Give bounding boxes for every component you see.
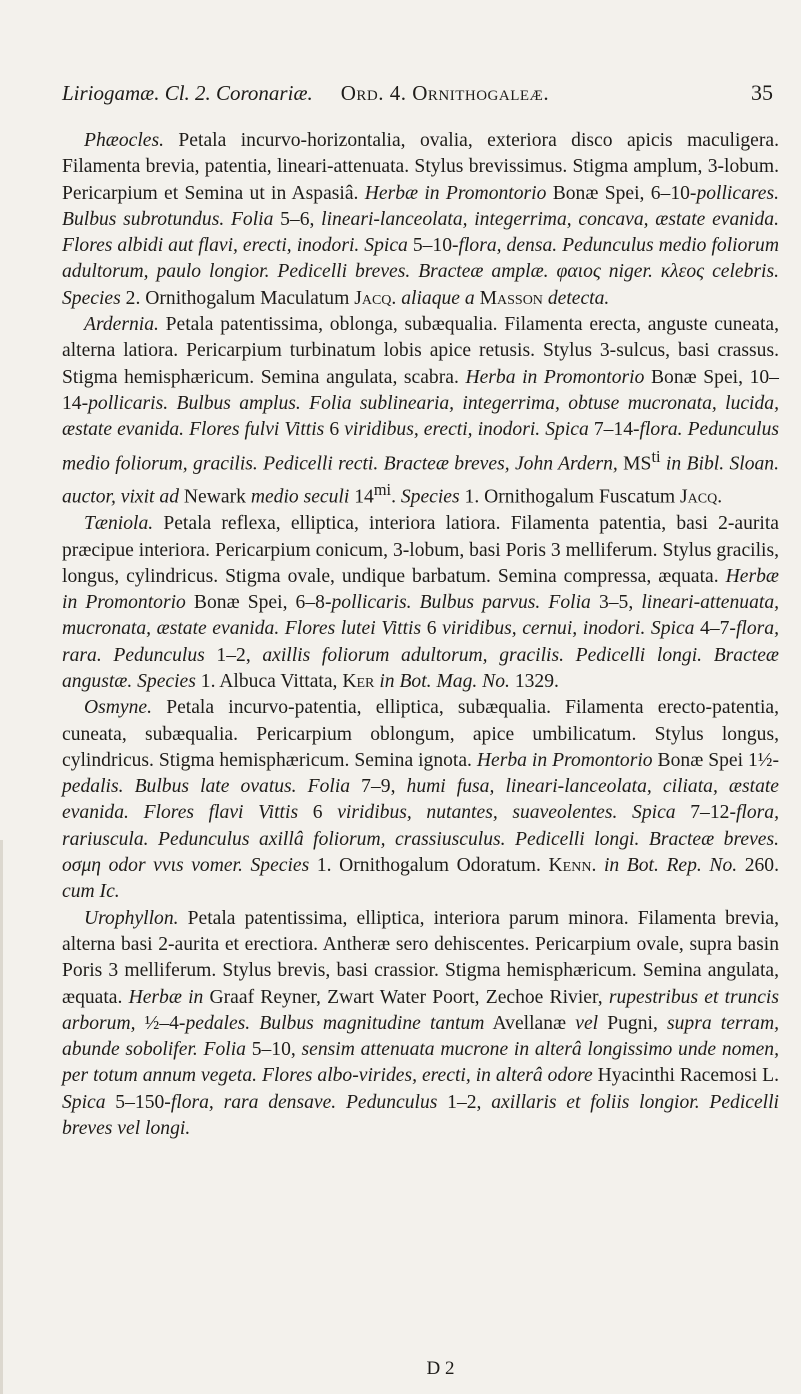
text-run: vel [575, 1012, 599, 1034]
text-run: viridibus, nutantes, suaveolentes. Spica [337, 802, 676, 824]
text-run: . [391, 486, 401, 508]
text-run: Pugni, [598, 1012, 667, 1034]
text-run: 7–12- [675, 802, 736, 824]
header-class-title: Liriogamæ. Cl. 2. Coronariæ. [62, 81, 313, 105]
text-run: 1. Ornithogalum Odoratum. [309, 855, 549, 877]
text-run: 14 [349, 486, 374, 508]
text-run: aliaque a [401, 287, 475, 309]
text-run: Bonæ Spei 1½- [652, 749, 779, 771]
text-run: lineari-attenuata, mucronata, æstate evanida. Flores lutei Vittis [62, 592, 780, 640]
text-run: flora, rara densave. Pedunculus [170, 1091, 438, 1113]
text-run: Spica [62, 1091, 106, 1113]
text-run: supra terram, abunde sobolifer. Folia [62, 1012, 780, 1061]
text-run: 260. [737, 855, 780, 877]
text-run: pollicaris. Bulbus amplus. Folia sublinearia, integerrima, obtuse mucronata, lucida, æstate evanida. Flores fulvi Vittis [62, 392, 779, 441]
genus-paragraph [62, 312, 779, 511]
signature-mark: D 2 [426, 1358, 455, 1379]
genus-paragraph [62, 511, 779, 695]
text-run: 6 [298, 802, 338, 824]
text-run: cum Ic. [62, 881, 120, 903]
text-run: Petala incurvo-horizontalia, ovalia, exteriora disco apicis maculigera. Filamenta brevia, patentia, lineari-attenuata. Stylus brevissimus. Stigma amplum, 3-lobum. Pericarpium et Semina ut in Aspasiâ. [62, 130, 779, 204]
text-run: Herbæ in Promontorio [62, 565, 779, 614]
text-run: mi [373, 480, 392, 500]
text-run: pedales. Bulbus magnitudine tantum [185, 1012, 485, 1034]
genus-paragraph [62, 695, 779, 905]
text-run: Hyacinthi Racemosi L. [592, 1065, 779, 1087]
text-run: Avellanæ [484, 1012, 576, 1034]
text-run: humi fusa, lineari-lanceolata, ciliata, æstate evanida. Flores flavi Vittis [62, 776, 780, 824]
running-header [62, 80, 773, 116]
text-run: 1–2, [204, 644, 263, 666]
text-run: Petala reflexa, elliptica, interiora latiora. Filamenta patentia, basi 2-aurita præcipue interiora. Pericarpium conicum, 3-lobum, basi Poris 3 melliferum. Stylus gracilis, longus, cylindricus. Stigma ovale, undique barbatum. Semina compressa, æquata. [62, 513, 779, 587]
text-run: 5–150- [105, 1091, 171, 1113]
text-run [596, 855, 604, 876]
text-run: Petala patentissima, elliptica, interiora parum minora. Filamenta brevia, alterna basi 2-aurita et erectiora. Antheræ sero dehiscentes. Pericarpium ovale, supra basin Poris 3 melliferum. Stylus brevis, basi crassior. Stigma hemisphæricum. Semina angulata, æquata. [62, 907, 779, 1008]
text-run: Bonæ Spei, 10–14- [62, 366, 779, 414]
text-run: ti [651, 446, 661, 466]
text-run: 1–2, [437, 1091, 492, 1113]
header-order [341, 81, 549, 106]
text-run: Herbæ in Promontorio [364, 182, 547, 204]
text-run: 1. Ornithogalum Fuscatum [459, 486, 681, 508]
text-run: ½–4- [135, 1012, 186, 1034]
text-run: flora, densa. Pedunculus medio foliorum adultorum, paulo longior. Pedicelli breves. Bracteæ amplæ. φαιος niger. κλεος celebris. Species [62, 235, 779, 309]
text-run: Graaf Reyner, Zwart Water Poort, Zechoe Rivier, [203, 986, 609, 1008]
text-run: sensim attenuata mucrone in alterâ longissimo unde nomen, per totum annum vegeta. Flores albo-virides, erecti, in alterâ odore [62, 1039, 779, 1087]
text-run: MS [617, 453, 652, 475]
header-family: Ornithogaleæ. [412, 81, 550, 105]
text-run: Osmyne. [84, 697, 153, 719]
text-run: in Bot. Mag. No. [379, 671, 510, 692]
text-run: Bonæ Spei, 6–8- [185, 592, 332, 614]
genus-paragraph [62, 906, 779, 1143]
text-run: in Bibl. Sloan. auctor, vixit ad [62, 453, 779, 508]
text-run: Herba in Promontorio [465, 366, 645, 388]
text-run: rupestribus et truncis arborum, [62, 986, 779, 1034]
text-run: 7–14- [588, 419, 640, 441]
text-run: medio seculi [250, 486, 350, 508]
text-run: Jacq. [680, 486, 723, 508]
text-run: 7–9, [350, 776, 407, 798]
header-order-label: Ord. 4. [340, 81, 407, 105]
text-run: 5–6, [273, 208, 322, 230]
text-run: Jacq. [354, 287, 397, 309]
text-run: Phæocles. [84, 130, 164, 151]
text-run: 5–10- [407, 235, 459, 257]
text-run: 1329. [509, 671, 559, 692]
text-run: viridibus, erecti, inodori. Spica [344, 419, 589, 441]
text-run: flora, rara. Pedunculus [62, 618, 779, 666]
text-run: in Bot. Rep. No. [603, 855, 738, 877]
text-run: Species [400, 486, 460, 508]
text-run: flora, rariuscula. Pedunculus axillâ foliorum, crassiusculus. Pedicelli longi. Bracteæ breves. οσμη odor vvιs vomer. Species [62, 802, 779, 877]
text-run: Petala patentissima, oblonga, subæqualia. Filamenta erecta, anguste cuneata, alterna latiora. Pericarpium turbinatum lobis apice retusis. Stylus 3-sulcus, basi crassus. Stigma hemisphæricum. Semina angulata, scabra. [62, 314, 779, 388]
text-run: 5–10, [245, 1039, 302, 1061]
page-edge-shadow [0, 840, 3, 1394]
text-run: lineari-lanceolata, integerrima, concava, æstate evanida. Flores albidi aut flavi, erecti, inodori. Spica [62, 208, 779, 257]
text-run: 2. Ornithogalum Maculatum [120, 287, 355, 309]
text-run: 1. Albuca Vittata, [195, 671, 343, 692]
text-run: pollicares. Bulbus subrotundus. Folia [62, 182, 779, 230]
text-run: Kenn. [548, 855, 597, 877]
text-run: 6 [324, 419, 345, 441]
text-run: 3–5, [590, 592, 642, 614]
text-run: axillaris et foliis longior. Pedicelli breves vel longi. [62, 1091, 779, 1140]
text-run: Bonæ Spei, 6–10- [546, 182, 697, 204]
text-run: Herba in Promontorio [476, 749, 653, 771]
text-run: Herbæ in [128, 986, 204, 1008]
text-run: 6 [421, 618, 443, 640]
text-run: pollicaris. Bulbus parvus. Folia [331, 592, 591, 614]
text-run: Petala incurvo-patentia, elliptica, subæqualia. Filamenta erecto-patentia, cuneata, subæqualia. Pericarpium oblongum, apice umbilicatum. Stylus longus, cylindricus. Stigma hemisphæricum. Semina ignota. [62, 697, 779, 771]
text-body [62, 128, 779, 1142]
text-run: flora. Pedunculus medio foliorum, gracilis. Pedicelli recti. Bracteæ breves, John Ardern, [62, 419, 779, 475]
text-run: axillis foliorum adultorum, gracilis. Pedicelli longi. Bracteæ angustæ. Species [62, 644, 779, 692]
text-run: Tæniola. [84, 513, 154, 535]
text-run: Ker [342, 671, 375, 692]
text-run: detecta. [547, 287, 610, 309]
text-run: 4–7- [694, 618, 736, 640]
text-run: Ardernia. [84, 314, 159, 336]
text-run: Urophyllon. [84, 907, 179, 929]
genus-paragraph [62, 128, 779, 312]
page-number: 35 [751, 80, 773, 105]
text-run: viridibus, cernui, inodori. Spica [442, 618, 695, 640]
text-run: Masson [479, 287, 543, 309]
text-run: pedalis. Bulbus late ovatus. Folia [62, 776, 351, 798]
text-run: Newark [179, 486, 251, 508]
